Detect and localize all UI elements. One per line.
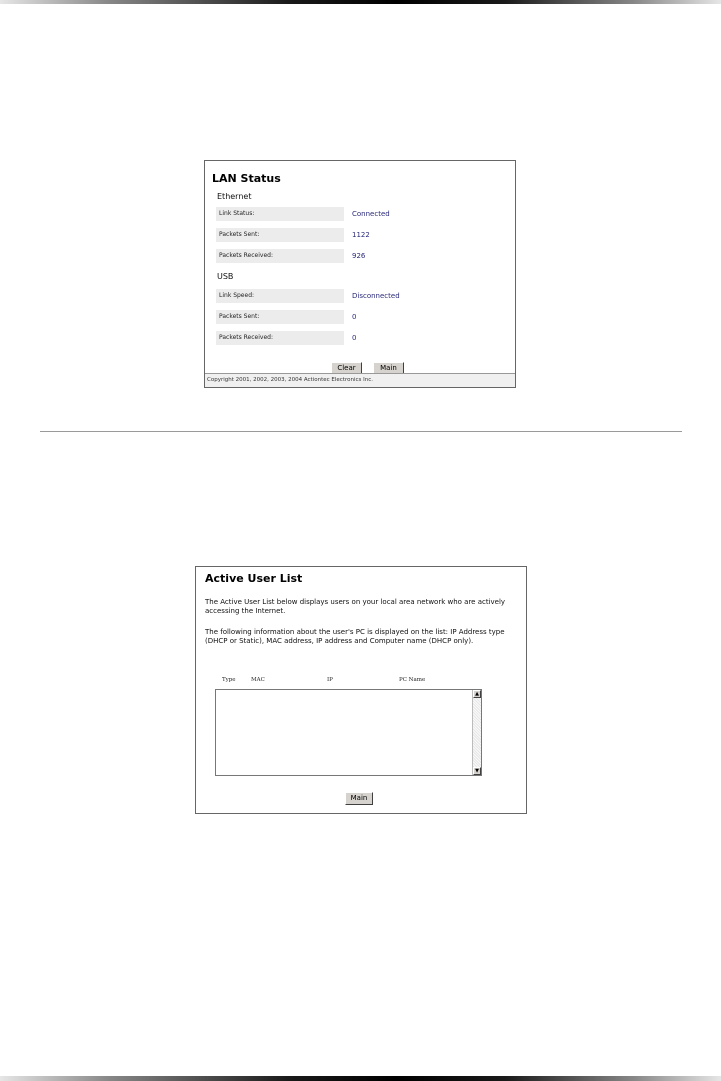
ethernet-packets-sent-row (216, 228, 516, 242)
listbox-scrollbar[interactable] (472, 690, 481, 775)
row-value: 926 (352, 252, 366, 260)
row-value: 0 (352, 313, 357, 321)
row-label: Link Speed: (216, 289, 344, 303)
row-label: Link Status: (216, 207, 344, 221)
scroll-up-icon[interactable]: ▲ (473, 690, 481, 698)
copyright-footer: Copyright 2001, 2002, 2003, 2004 Actiontec Electronics Inc. (205, 373, 515, 387)
row-label: Packets Sent: (216, 228, 344, 242)
ethernet-link-status-row (216, 207, 516, 221)
info-paragraph: The following information about the user's PC is displayed on the list: IP Address type (DHCP or Static), MAC address, IP address and Computer name (DHCP only). (205, 628, 505, 645)
lan-status-title: LAN Status (212, 172, 281, 185)
row-label: Packets Sent: (216, 310, 344, 324)
column-header-pc-name: PC Name (399, 677, 426, 683)
section-divider (40, 431, 682, 432)
usb-link-speed-row (216, 289, 516, 303)
scroll-down-icon[interactable]: ▼ (473, 767, 481, 775)
usb-packets-sent-row (216, 310, 516, 324)
bottom-decorative-bar (0, 1076, 721, 1081)
column-header-type: Type (222, 677, 236, 683)
top-decorative-bar (0, 0, 721, 4)
active-user-list-title: Active User List (205, 572, 303, 585)
row-label: Packets Received: (216, 331, 344, 345)
usb-heading: USB (217, 272, 234, 281)
row-value: 0 (352, 334, 357, 342)
column-header-ip: IP (327, 677, 333, 683)
lan-status-panel (204, 160, 516, 388)
row-value: Disconnected (352, 292, 400, 300)
row-label: Packets Received: (216, 249, 344, 263)
active-user-listbox[interactable] (215, 689, 482, 776)
row-value: 1122 (352, 231, 370, 239)
intro-paragraph: The Active User List below displays users on your local area network who are actively accessing the Internet. (205, 598, 506, 615)
main-button[interactable]: Main (345, 792, 373, 805)
usb-packets-received-row (216, 331, 516, 345)
main-button[interactable]: Main (373, 362, 404, 374)
ethernet-packets-received-row (216, 249, 516, 263)
column-header-mac: MAC (251, 677, 265, 683)
ethernet-heading: Ethernet (217, 192, 252, 201)
row-value: Connected (352, 210, 390, 218)
active-user-list-panel (195, 566, 527, 814)
clear-button[interactable]: Clear (331, 362, 362, 374)
